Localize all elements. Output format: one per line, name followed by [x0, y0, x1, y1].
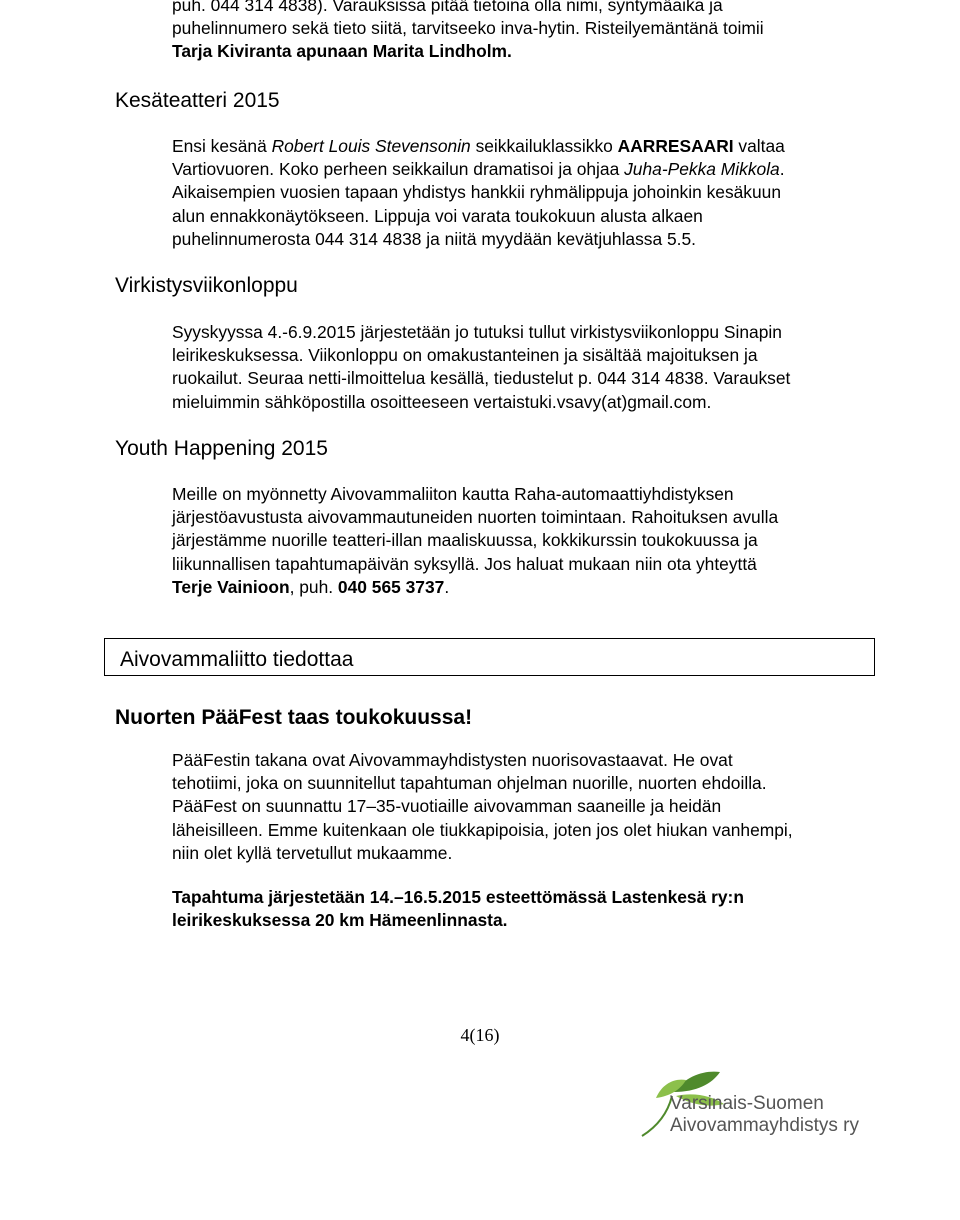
- paragraph-line: Syyskyyssa 4.-6.9.2015 järjestetään jo tutuksi tullut virkistysviikonloppu Sinapin: [172, 322, 782, 342]
- section-heading-virkistys: Virkistysviikonloppu: [115, 274, 298, 297]
- intro-line: Tarja Kiviranta apunaan Marita Lindholm.: [172, 41, 512, 62]
- section-heading-kesateatteri: Kesäteatteri 2015: [115, 89, 280, 112]
- director-name: Juha-Pekka Mikkola: [624, 159, 780, 180]
- section-heading-paafest: Nuorten PääFest taas toukokuussa!: [115, 706, 473, 729]
- contact-name: Terje Vainioon: [172, 576, 290, 597]
- logo-line: Varsinais-Suomen: [670, 1093, 824, 1114]
- boxed-heading: Aivovammaliitto tiedottaa: [120, 648, 354, 671]
- intro-paragraph: [172, 0, 764, 64]
- play-title: AARRESAARI: [617, 136, 734, 156]
- paafest-paragraph: [172, 749, 793, 865]
- paragraph-line: järjestämme nuorille teatteri-illan maaliskuussa, kokkikurssin toukokuussa ja: [172, 530, 758, 551]
- paragraph-line: järjestöavustusta aivovammautuneiden nuorten toimintaan. Rahoituksen avulla: [172, 507, 779, 528]
- paragraph-line: PääFest on suunnattu 17–35-vuotiaille aivovamman saaneille ja heidän: [172, 796, 722, 817]
- paafest-event-info: [172, 886, 744, 932]
- paragraph-line: leirikeskuksessa 20 km Hämeenlinnasta.: [172, 910, 508, 931]
- boxed-section-header: [104, 638, 875, 676]
- paragraph-line: leirikeskuksessa. Viikonloppu on omakustanteinen ja sisältää majoituksen ja: [172, 345, 758, 366]
- intro-line: puh. 044 314 4838). Varauksissa pitää tietoina olla nimi, syntymäaika ja: [172, 0, 723, 15]
- paragraph-line: liikunnallisen tapahtumapäivän syksyllä. Jos haluat mukaan niin ota yhteyttä: [172, 553, 757, 574]
- paragraph-line: Terje Vainioon, puh. 040 565 3737.: [172, 576, 450, 597]
- section-heading-youth: Youth Happening 2015: [115, 437, 328, 460]
- paragraph-line: ruokailut. Seuraa netti-ilmoittelua kesällä, tiedustelut p. 044 314 4838. Varaukset: [172, 368, 791, 389]
- virkistys-paragraph: [172, 321, 790, 414]
- author-name: Robert Louis Stevensonin: [271, 136, 471, 156]
- paragraph-line: alun ennakkonäytökseen. Lippuja voi varata toukokuun alusta alkaen: [172, 205, 703, 226]
- intro-line: puhelinnumero sekä tieto siitä, tarvitseeko inva-hytin. Risteilyemäntänä toimii: [172, 18, 764, 39]
- paragraph-line: Meille on myönnetty Aivovammaliiton kautta Raha-automaattiyhdistyksen: [172, 484, 734, 504]
- kesateatteri-paragraph: [172, 135, 785, 251]
- youth-paragraph: [172, 483, 778, 599]
- paragraph-line: tehotiimi, joka on suunnitellut tapahtuman ohjelman nuorille, nuorten ehdoilla.: [172, 773, 767, 794]
- paragraph-line: mieluimmin sähköpostilla osoitteeseen vertaistuki.vsavy(at)gmail.com.: [172, 391, 712, 412]
- page-number: 4(16): [460, 1025, 500, 1045]
- paragraph-line: niin olet kyllä tervetullut mukaamme.: [172, 842, 453, 863]
- logo-line: Aivovammayhdistys ry: [670, 1115, 859, 1136]
- paragraph-line: Tapahtuma järjestetään 14.–16.5.2015 esteettömässä Lastenkesä ry:n: [172, 887, 744, 907]
- paragraph-line: Ensi kesänä Robert Louis Stevensonin seikkailuklassikko AARRESAARI valtaa: [172, 136, 785, 156]
- paragraph-line: läheisilleen. Emme kuitenkaan ole tiukkapipoisia, joten jos olet hiukan vanhempi,: [172, 819, 793, 840]
- paragraph-line: Aikaisempien vuosien tapaan yhdistys hankkii ryhmälippuja johoinkin kesäkuun: [172, 182, 782, 203]
- paragraph-line: Vartiovuoren. Koko perheen seikkailun dramatisoi ja ohjaa Juha-Pekka Mikkola.: [172, 159, 785, 180]
- contact-phone: 040 565 3737: [337, 576, 445, 597]
- paragraph-line: puhelinnumerosta 044 314 4838 ja niitä myydään kevätjuhlassa 5.5.: [172, 228, 697, 249]
- paragraph-line: PääFestin takana ovat Aivovammayhdistysten nuorisovastaavat. He ovat: [172, 750, 733, 770]
- logo-text: [670, 1093, 859, 1137]
